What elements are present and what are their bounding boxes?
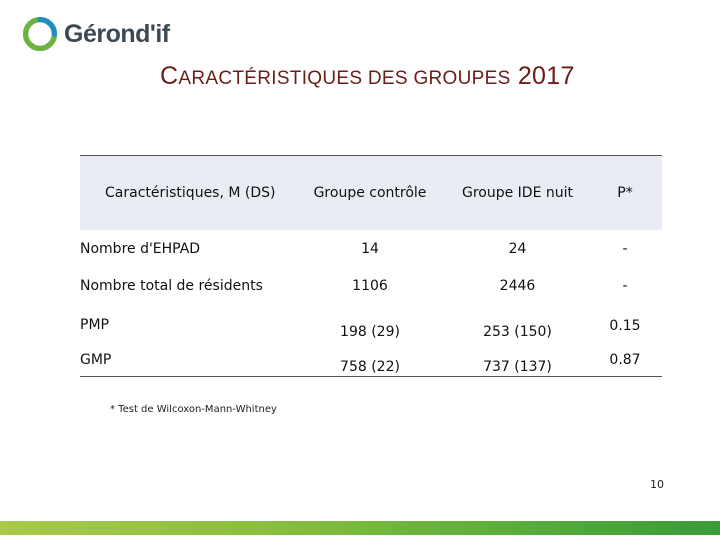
header-p-value: P* xyxy=(617,185,633,201)
title-year: 2017 xyxy=(517,62,575,90)
cell-gmp-control: 758 (22) xyxy=(340,359,400,375)
cell-residents-ide: 2446 xyxy=(499,278,536,294)
cell-ehpad-p: - xyxy=(622,241,628,257)
row-label-residents: Nombre total de résidents xyxy=(80,278,263,294)
cell-pmp-ide: 253 (150) xyxy=(483,324,552,340)
cell-ehpad-control: 14 xyxy=(361,241,379,257)
table-top-rule xyxy=(80,155,662,156)
header-control-group: Groupe contrôle xyxy=(313,185,427,201)
header-ide-night-group: Groupe IDE nuit xyxy=(461,185,573,201)
cell-residents-p: - xyxy=(622,278,628,294)
brand-logo xyxy=(22,14,170,54)
footnote: * Test de Wilcoxon-Mann-Whitney xyxy=(110,404,277,415)
title-rest: ARACTÉRISTIQUES DES GROUPES xyxy=(178,68,511,89)
cell-gmp-ide: 737 (137) xyxy=(483,359,552,375)
brand-name: Gérond'if xyxy=(64,19,170,48)
row-label-pmp: PMP xyxy=(80,317,109,333)
header-characteristics: Caractéristiques, M (DS) xyxy=(105,185,276,201)
cell-ehpad-ide: 24 xyxy=(508,241,527,257)
row-label-gmp: GMP xyxy=(80,352,112,368)
footer-gradient-bar xyxy=(0,521,720,535)
cell-pmp-p: 0.15 xyxy=(609,318,641,334)
characteristics-table xyxy=(80,155,662,377)
cell-gmp-p: 0.87 xyxy=(609,352,641,368)
slide-title xyxy=(160,62,575,91)
table-bottom-rule xyxy=(80,376,662,377)
cell-pmp-control: 198 (29) xyxy=(340,324,400,340)
geronif-logo-icon xyxy=(22,16,58,52)
cell-residents-control: 1106 xyxy=(352,278,388,294)
page-number: 10 xyxy=(650,478,664,491)
row-label-ehpad: Nombre d'EHPAD xyxy=(80,241,201,257)
title-first-letter: C xyxy=(160,62,179,90)
